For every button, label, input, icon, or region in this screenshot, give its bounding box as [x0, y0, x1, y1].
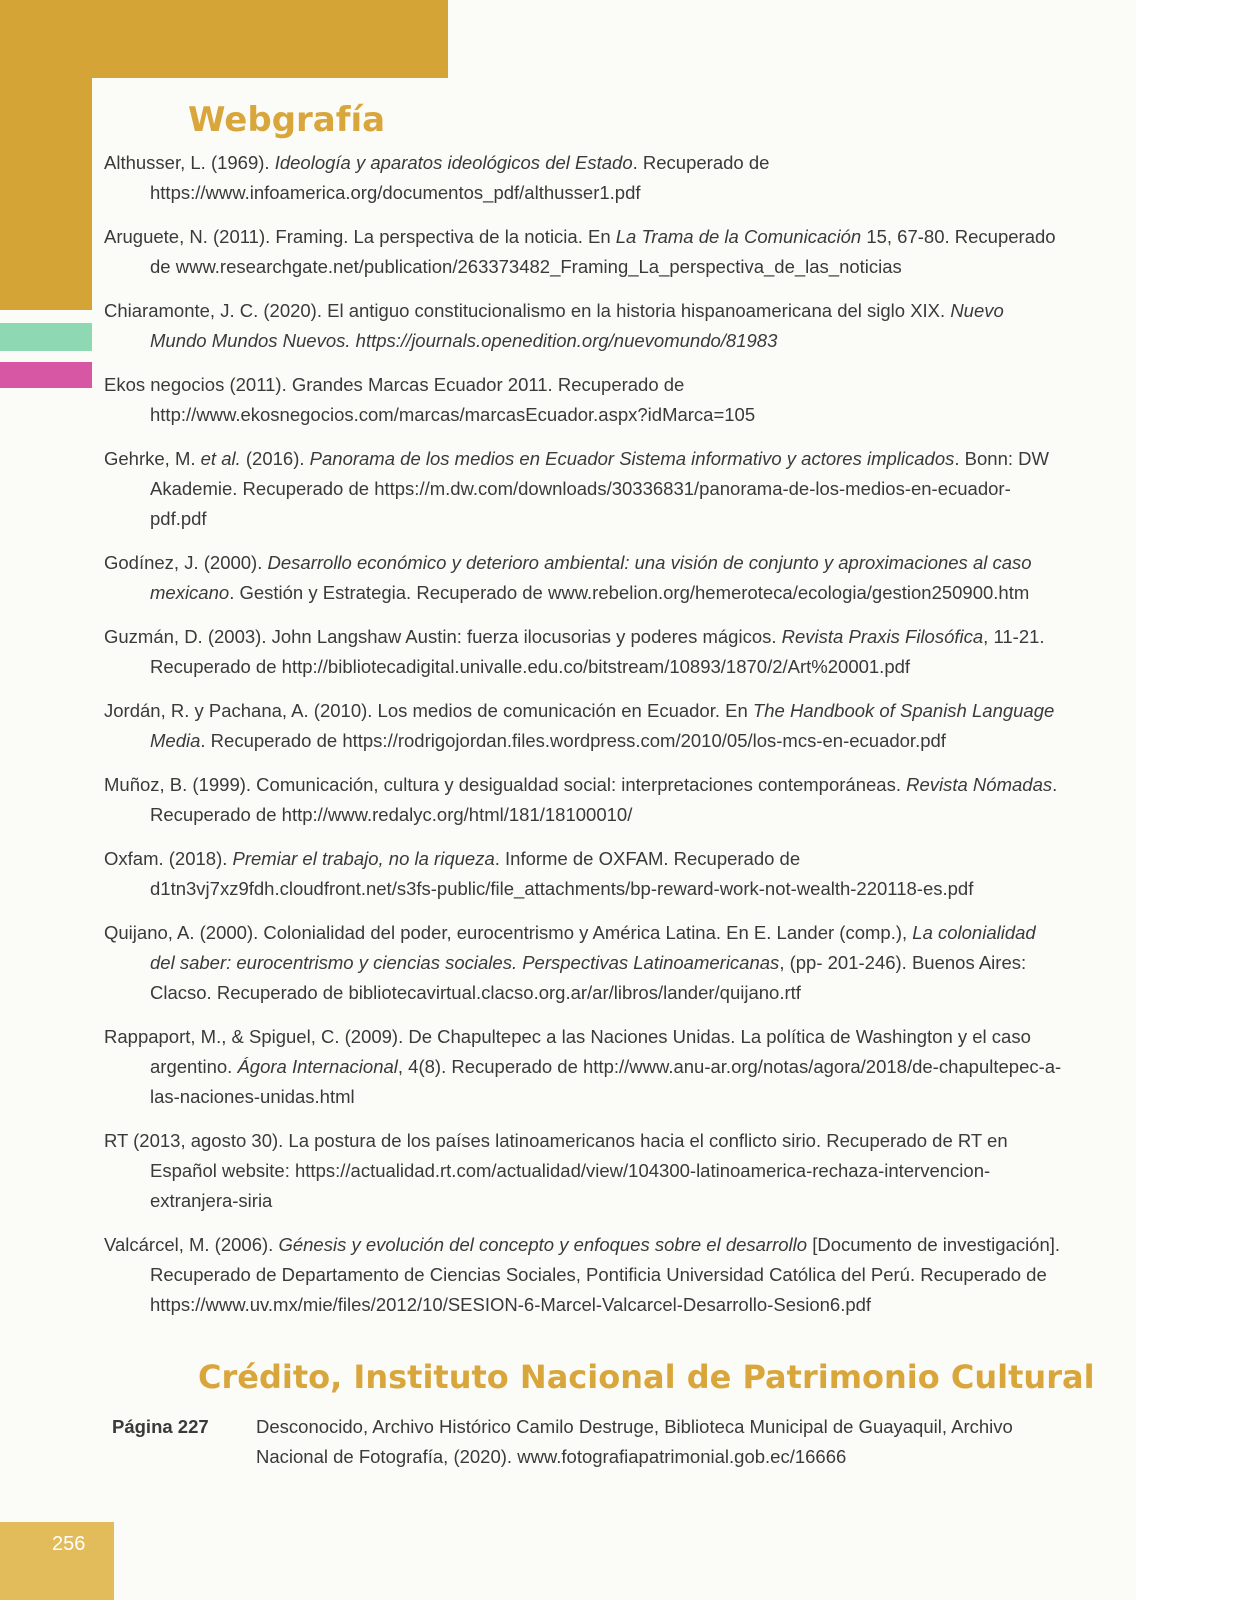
credit-page-label: Página 227: [112, 1416, 209, 1437]
reference-item: Oxfam. (2018). Premiar el trabajo, no la riqueza. Informe de OXFAM. Recuperado de d1tn3vj7xz9fdh.cloudfront.net/s3fs-public/file_attachments/bp-reward-work-not-wealth-220118-es.pdf: [104, 848, 974, 899]
reference-item: Guzmán, D. (2003). John Langshaw Austin: fuerza ilocusorias y poderes mágicos. Revista Praxis Filosófica, 11-21. Recuperado de http://bibliotecadigital.univalle.edu.co/bitstream/10893/1870/2/Art%20001.pdf: [104, 626, 1045, 677]
reference-item: Rappaport, M., & Spiguel, C. (2009). De Chapultepec a las Naciones Unidas. La política de Washington y el caso argentino. Ágora Internacional, 4(8). Recuperado de http://www.anu-ar.org/notas/agora/2018/de-chapultepec-a-las-naciones-unidas.html: [104, 1026, 1062, 1107]
reference-item: RT (2013, agosto 30). La postura de los países latinoamericanos hacia el conflicto sirio. Recuperado de RT en Español website: https://actualidad.rt.com/actualidad/view/104300-latinoamerica-rechaza-intervencion-extranjera-siria: [104, 1130, 1008, 1211]
decor-stripe-pink: [0, 362, 92, 388]
decor-stripe-green: [0, 323, 92, 351]
reference-item: Valcárcel, M. (2006). Génesis y evolución del concepto y enfoques sobre el desarrollo [Documento de investigación]. Recuperado de Departamento de Ciencias Sociales, Pontificia Universidad Católica del Perú. Recuperado de https://www.uv.mx/mie/files/2012/10/SESION-6-Marcel-Valcarcel-Desarrollo-Sesion6.pdf: [104, 1234, 1061, 1315]
decor-bar-left: [0, 78, 92, 310]
reference-item: Muñoz, B. (1999). Comunicación, cultura y desigualdad social: interpretaciones contemporáneas. Revista Nómadas. Recuperado de http://www.redalyc.org/html/181/18100010/: [104, 774, 1058, 825]
reference-item: Jordán, R. y Pachana, A. (2010). Los medios de comunicación en Ecuador. En The Handbook of Spanish Language Media. Recuperado de https://rodrigojordan.files.wordpress.com/2010/05/los-mcs-en-ecuador.pdf: [104, 700, 1055, 751]
reference-item: Quijano, A. (2000). Colonialidad del poder, eurocentrismo y América Latina. En E. Lander (comp.), La colonialidad del saber: eurocentrismo y ciencias sociales. Perspectivas Latinoamericanas, (pp- 201-246). Buenos Aires: Clacso. Recuperado de bibliotecavirtual.clacso.org.ar/ar/libros/lander/quijano.rtf: [104, 922, 1036, 1003]
section-title: Webgrafía: [188, 100, 386, 140]
reference-item: Althusser, L. (1969). Ideología y aparatos ideológicos del Estado. Recuperado de https://www.infoamerica.org/documentos_pdf/althusser1.pdf: [104, 152, 770, 203]
page-number: 256: [52, 1533, 86, 1555]
reference-list: [104, 148, 1064, 1334]
reference-item: Gehrke, M. et al. (2016). Panorama de los medios en Ecuador Sistema informativo y actores implicados. Bonn: DW Akademie. Recuperado de https://m.dw.com/downloads/30336831/panorama-de-los-medios-en-ecuador-pdf.pdf: [104, 448, 1049, 529]
reference-item: Chiaramonte, J. C. (2020). El antiguo constitucionalismo en la historia hispanoamericana del siglo XIX. Nuevo Mundo Mundos Nuevos. https://journals.openedition.org/nuevomundo/81983: [104, 300, 1004, 351]
decor-bar-top: [0, 0, 448, 78]
reference-item: Ekos negocios (2011). Grandes Marcas Ecuador 2011. Recuperado de http://www.ekosnegocios.com/marcas/marcasEcuador.aspx?idMarca=105: [104, 374, 756, 425]
credit-title: Crédito, Instituto Nacional de Patrimonio Cultural: [198, 1358, 1095, 1396]
credit-text: Desconocido, Archivo Histórico Camilo Destruge, Biblioteca Municipal de Guayaquil, Archivo Nacional de Fotografía, (2020). www.fotografiapatrimonial.gob.ec/16666: [256, 1416, 1013, 1467]
reference-item: Godínez, J. (2000). Desarrollo económico y deterioro ambiental: una visión de conjunto y aproximaciones al caso mexicano. Gestión y Estrategia. Recuperado de www.rebelion.org/hemeroteca/ecologia/gestion250900.htm: [104, 552, 1032, 603]
reference-item: Aruguete, N. (2011). Framing. La perspectiva de la noticia. En La Trama de la Comunicación 15, 67-80. Recuperado de www.researchgate.net/publication/263373482_Framing_La_perspectiva_de_las_noticias: [104, 226, 1056, 277]
page-margin-right: [1136, 0, 1236, 1600]
